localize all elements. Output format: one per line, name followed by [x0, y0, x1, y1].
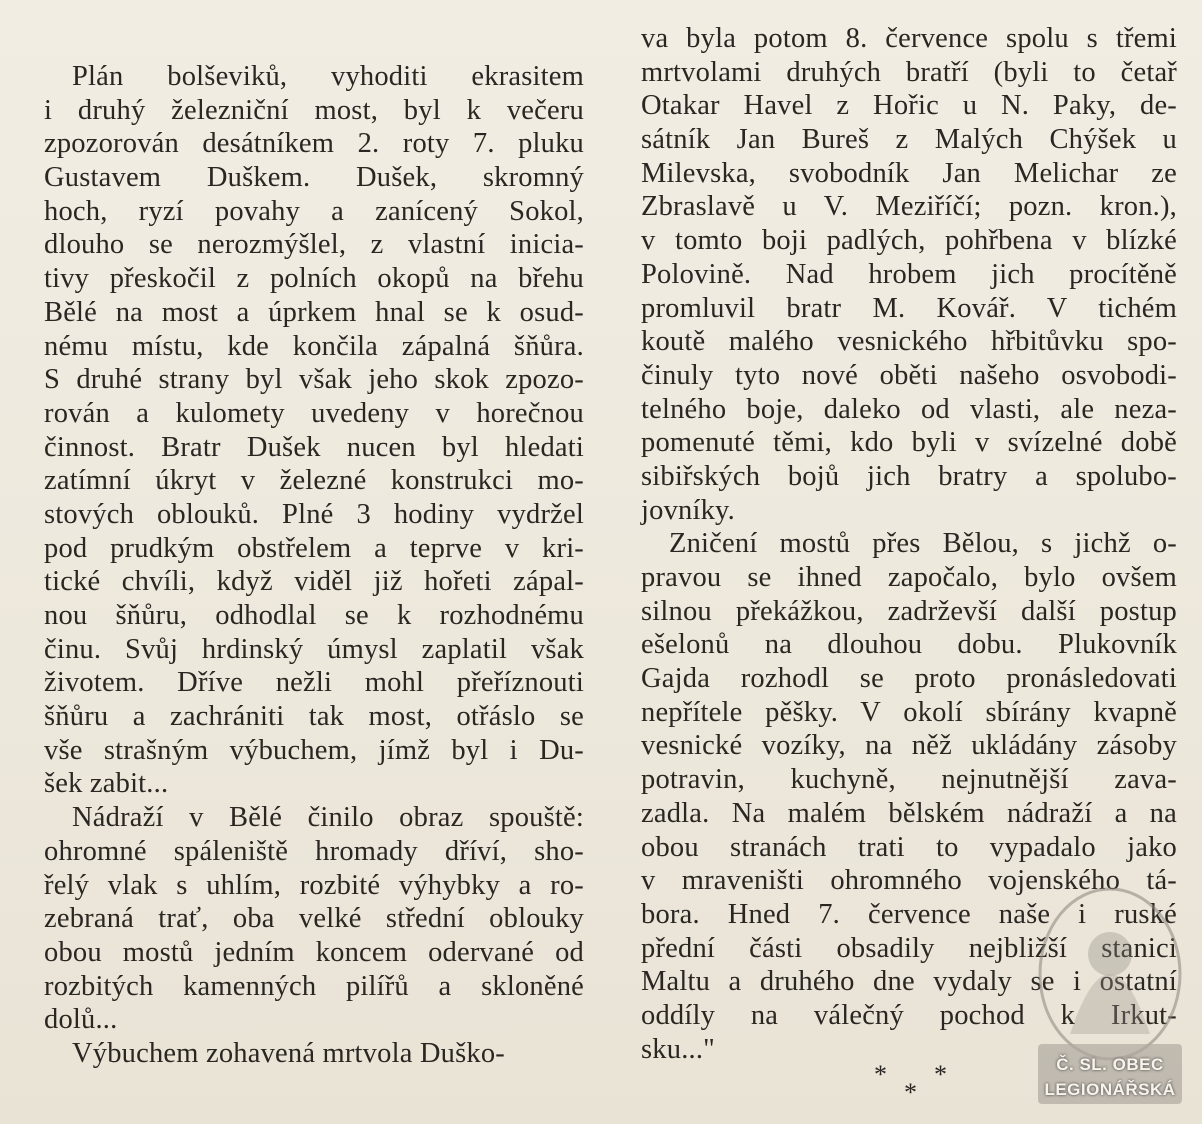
text-line: řelý vlak s uhlím, rozbité výhybky a ro-: [44, 869, 584, 901]
text-line: bora. Hned 7. července naše i ruské: [641, 898, 1177, 930]
text-line: va byla potom 8. července spolu s třemi: [641, 23, 1177, 54]
text-line: zatímní úkryt v železné konstrukci mo-: [44, 465, 584, 497]
text-line: rozbitých kamenných pilířů a skloněné: [44, 970, 584, 1002]
text-line: Polovině. Nad hrobem jich procítěně: [641, 258, 1177, 290]
text-line: dolů...: [44, 1004, 118, 1036]
text-line: Nádraží v Bělé činilo obraz spouště:: [72, 802, 584, 834]
text-line: v tomto boji padlých, pohřbena v blízké: [641, 225, 1177, 257]
text-line: obou stranách trati to vypadalo jako: [641, 831, 1177, 863]
text-line: oddíly na válečný pochod k Irkut-: [641, 999, 1177, 1031]
text-line: ešelonů na dlouhou dobu. Plukovník: [641, 629, 1177, 661]
text-line: dlouho se nerozmýšlel, z vlastní inicia-: [44, 229, 584, 261]
text-line: hoch, ryzí povahy a zanícený Sokol,: [44, 195, 584, 227]
text-line: telného boje, daleko od vlasti, ale neza-: [641, 393, 1177, 425]
separator-asterisk: *: [874, 1060, 887, 1089]
text-line: i druhý železniční most, byl k večeru: [44, 94, 584, 126]
text-line: Gustavem Duškem. Dušek, skromný: [44, 162, 584, 194]
left-column: [44, 60, 584, 1071]
watermark-text-line2: LEGIONÁŘSKÁ: [1044, 1080, 1176, 1099]
text-line: Plán bolševiků, vyhoditi ekrasitem: [72, 61, 584, 92]
text-line: koutě malého vesnického hřbitůvku spo-: [641, 326, 1177, 358]
text-line: ohromné spáleniště hromady dříví, sho-: [44, 835, 584, 867]
text-line: Bělé na most a úprkem hnal se k osud-: [44, 296, 584, 328]
text-line: vše strašným výbuchem, jímž byl i Du-: [44, 734, 584, 766]
section-separator: [868, 1060, 958, 1110]
text-line: tivy přeskočil z polních okopů na břehu: [44, 263, 584, 295]
text-line: nému místu, kde končila zápalná šňůra.: [44, 330, 584, 362]
text-line: Otakar Havel z Hořic u N. Paky, de-: [641, 90, 1177, 122]
text-line: zadla. Na malém bělském nádraží a na: [641, 797, 1177, 829]
text-line: potravin, kuchyně, nejnutnější zava-: [641, 764, 1177, 796]
text-line: rován a kulomety uvedeny v horečnou: [44, 397, 584, 429]
separator-asterisk: *: [904, 1078, 917, 1107]
text-line: činnost. Bratr Dušek nucen byl hledati: [44, 431, 584, 463]
text-line: Milevska, svobodník Jan Melichar ze: [641, 157, 1177, 189]
text-line: mrtvolami druhých bratří (byli to četař: [641, 56, 1177, 88]
text-line: Výbuchem zohavená mrtvola Duško-: [72, 1037, 505, 1069]
text-line: činu. Svůj hrdinský úmysl zaplatil však: [44, 633, 584, 665]
text-line: stových oblouků. Plné 3 hodiny vydržel: [44, 498, 584, 530]
text-line: S druhé strany byl však jeho skok zpozo-: [44, 364, 584, 396]
text-line: sibiřských bojů jich bratry a spolubo-: [641, 460, 1177, 492]
text-line: pomenuté těmi, kdo byli v svízelné době: [641, 427, 1177, 459]
watermark-text-line1: Č. SL. OBEC: [1056, 1055, 1164, 1074]
text-line: nepřítele pěšky. V okolí sbírány kvapně: [641, 696, 1177, 728]
text-line: šňůru a zachrániti tak most, otřáslo se: [44, 701, 584, 733]
text-line: vesnické vozíky, na něž ukládány zásoby: [641, 730, 1177, 762]
text-line: obou mostů jedním koncem odervané od: [44, 936, 584, 968]
text-line: Zničení mostů přes Bělou, s jichž o-: [669, 528, 1177, 560]
text-line: činuly tyto nové oběti našeho osvobodi-: [641, 359, 1177, 391]
text-line: přední části obsadily nejbližší stanici: [641, 932, 1177, 964]
watermark-stamp-icon: [1030, 884, 1190, 1112]
text-line: tické chvíli, když viděl již hořeti zápal-: [44, 566, 584, 598]
text-line: v mraveništi ohromného vojenského tá-: [641, 865, 1177, 897]
text-line: Maltu a druhého dne vydaly se i ostatní: [641, 966, 1177, 998]
text-line: zebraná trať, oba velké střední oblouky: [44, 903, 584, 935]
text-line: pravou se ihned započalo, bylo ovšem: [641, 562, 1177, 593]
text-line: šek zabit...: [44, 768, 169, 800]
text-line: promluvil bratr M. Kovář. V tichém: [641, 292, 1177, 324]
text-line: sku...": [641, 1033, 715, 1065]
text-line: silnou překážkou, zadrževší další postup: [641, 595, 1177, 627]
text-line: životem. Dříve nežli mohl přeříznouti: [44, 667, 584, 699]
separator-asterisk: *: [934, 1060, 947, 1089]
text-line: jovníky.: [641, 494, 735, 526]
text-line: Gajda rozhodl se proto pronásledovati: [641, 663, 1177, 695]
text-line: zpozorován desátníkem 2. roty 7. pluku: [44, 128, 584, 160]
text-line: pod prudkým obstřelem a teprve v kri-: [44, 532, 584, 564]
text-line: sátník Jan Bureš z Malých Chýšek u: [641, 124, 1177, 156]
text-line: Zbraslavě u V. Meziříčí; pozn. kron.),: [641, 191, 1177, 223]
text-line: nou šňůru, odhodlal se k rozhodnému: [44, 600, 584, 631]
